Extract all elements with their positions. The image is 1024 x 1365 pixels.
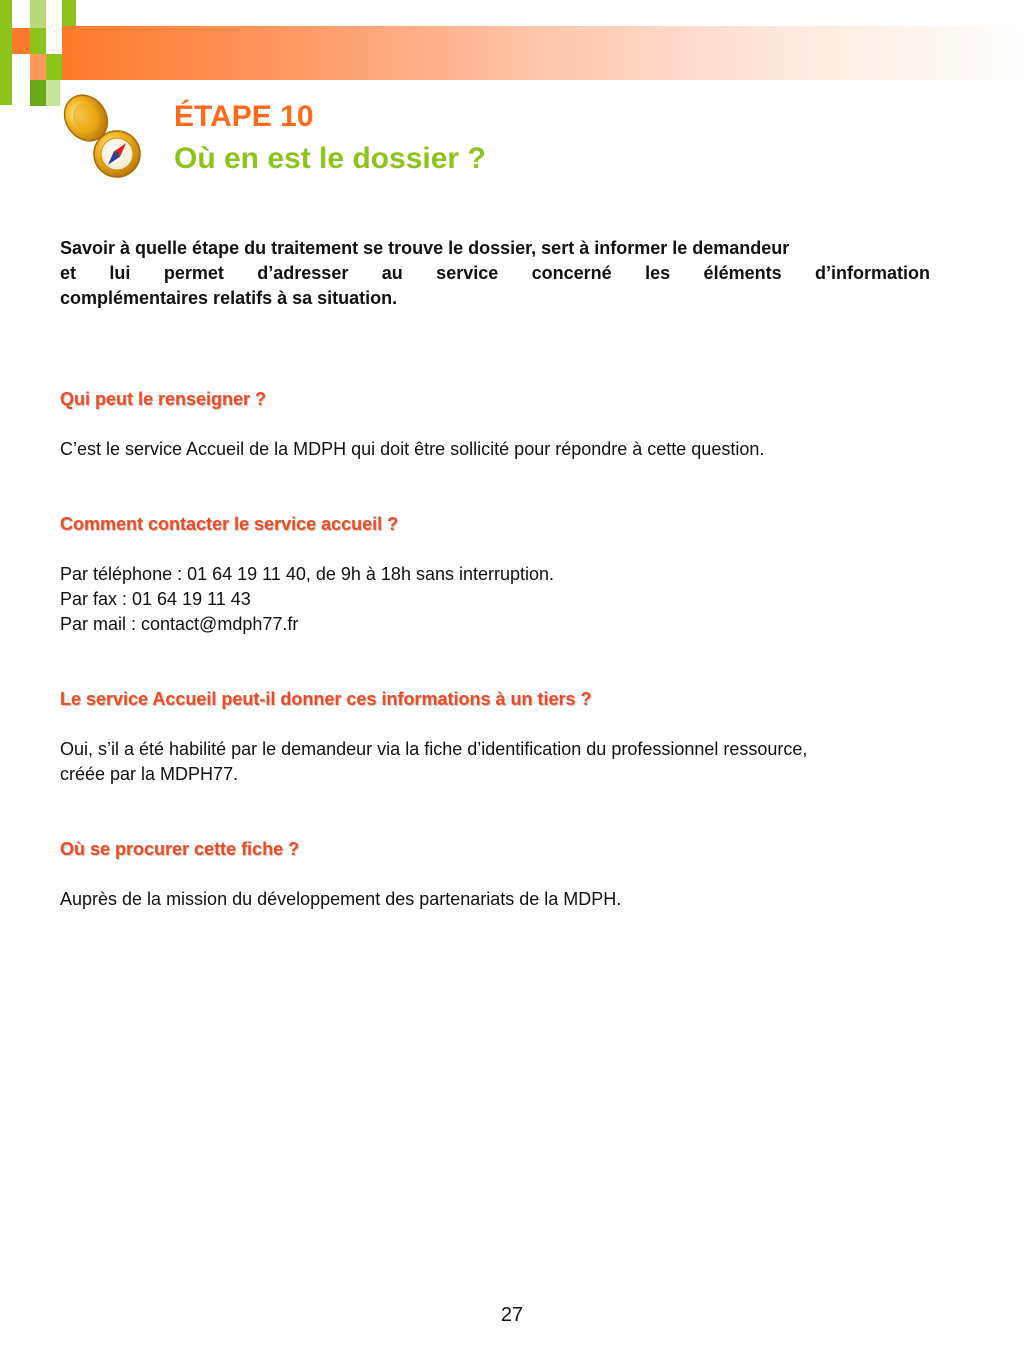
- compass-icon: [56, 90, 146, 180]
- answer-text: [60, 437, 940, 462]
- step-number: ÉTAPE 10: [174, 100, 314, 133]
- corner-square: [62, 0, 76, 26]
- answer-line: Par fax : 01 64 19 11 43: [60, 589, 251, 609]
- question-heading: Comment contacter le service accueil ?: [60, 514, 399, 534]
- corner-square: [30, 54, 46, 80]
- email-link[interactable]: Par mail : contact@mdph77.fr: [60, 614, 299, 634]
- header-gradient-bar: [62, 26, 1024, 80]
- corner-square: [12, 28, 30, 54]
- answer-line: Par téléphone : 01 64 19 11 40, de 9h à 18h sans interruption.: [60, 564, 555, 584]
- answer-line: Oui, s’il a été habilité par le demandeur via la fiche d’identification du professionnel ressource,: [60, 739, 808, 759]
- step-title: Où en est le dossier ?: [174, 142, 486, 175]
- corner-square: [30, 80, 46, 106]
- intro-line: Savoir à quelle étape du traitement se trouve le dossier, sert à informer le demandeur: [60, 238, 790, 258]
- corner-square: [46, 54, 62, 80]
- corner-square: [30, 28, 46, 54]
- corner-square: [0, 0, 12, 105]
- intro-paragraph: [60, 236, 930, 311]
- answer-line: Auprès de la mission du développement des partenariats de la MDPH.: [60, 889, 622, 909]
- corner-square: [30, 0, 46, 28]
- intro-line: complémentaires relatifs à sa situation.: [60, 288, 398, 308]
- answer-text: [60, 737, 940, 787]
- answer-line: C’est le service Accueil de la MDPH qui doit être sollicité pour répondre à cette question.: [60, 439, 765, 459]
- question-heading: Le service Accueil peut-il donner ces informations à un tiers ?: [60, 689, 592, 709]
- question-heading: Qui peut le renseigner ?: [60, 389, 267, 409]
- page-number: 27: [500, 1304, 524, 1326]
- intro-line: et lui permet d’adresser au service concerné les éléments d’information: [60, 263, 930, 283]
- answer-text: [60, 887, 940, 912]
- question-heading: Où se procurer cette fiche ?: [60, 839, 300, 859]
- answer-line: créée par la MDPH77.: [60, 764, 239, 784]
- answer-text: [60, 562, 940, 637]
